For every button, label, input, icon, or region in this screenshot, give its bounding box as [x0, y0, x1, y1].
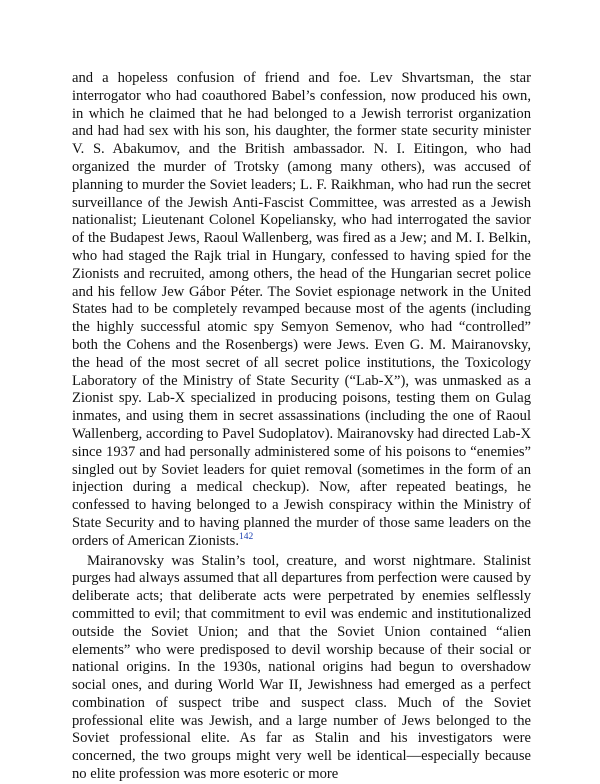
page-text: [72, 70, 531, 784]
paragraph-1: [72, 70, 531, 551]
footnote-link[interactable]: 142: [238, 531, 254, 542]
paragraph-1-text: and a hopeless confusion of friend and foe. Lev Shvartsman, the star interrogator who had coauthored Babel’s confession, now produced his own, in which he claimed that he had belonged to a Jewish terrorist organization and had had sex with his son, his daughter, the former state security minister V. S. Abakumov, and the British ambassador. N. I. Eitingon, who had organized the murder of Trotsky (among many others), was accused of planning to murder the Soviet leaders; L. F. Raikhman, who had run the secret surveillance of the Jewish Anti-Fascist Committee, was arrested as a Jewish nationalist; Lieutenant Colonel Kopeliansky, who had interrogated the savior of the Budapest Jews, Raoul Wallenberg, was fired as a Jew; and M. I. Belkin, who had staged the Rajk trial in Hungary, confessed to having spied for the Zionists and recruited, among others, the head of the Hungarian secret police and his fellow Jew Gábor Péter. The Soviet espionage network in the United States had to be completely revamped because most of the agents (including the highly successful atomic spy Semyon Semenov, who had “controlled” both the Cohens and the Rosenbergs) were Jews. Even G. M. Mairanovsky, the head of the most secret of all secret police institutions, the Toxicology Laboratory of the Ministry of State Security (“Lab-X”), was unmasked as a Zionist spy. Lab-X specialized in producing poisons, testing them on Gulag inmates, and using them in secret assassinations (including the one of Raoul Wallenberg, according to Pavel Sudoplatov). Mairanovsky had directed Lab-X since 1937 and had personally administered some of his poisons to “enemies” singled out by Soviet leaders for quiet removal (sometimes in the form of an injection during a medical checkup). Now, after repeated beatings, he confessed to having belonged to a Jewish conspiracy within the Ministry of State Security and to having planned the murder of those same leaders on the orders of American Zionists.: [72, 70, 531, 549]
paragraph-2: [72, 553, 531, 784]
paragraph-2-text: Mairanovsky was Stalin’s tool, creature, and worst nightmare. Stalinist purges had always assumed that all departures from perfection were caused by deliberate acts; that deliberate acts were perpetrated by enemies selflessly committed to evil; that commitment to evil was endemic and institutionalized outside the Soviet Union; and that the Soviet Union contained “alien elements” who were predisposed to devil worship because of their social or national origins. In the 1930s, national origins had begun to overshadow social ones, and during World War II, Jewishness had emerged as a perfect combination of suspect tribe and suspect class. Much of the Soviet professional elite was Jewish, and a large number of Jews belonged to the Soviet professional elite. As far as Stalin and his investigators were concerned, the two groups might very well be identical—especially because no elite profession was more esoteric or more: [72, 552, 531, 783]
